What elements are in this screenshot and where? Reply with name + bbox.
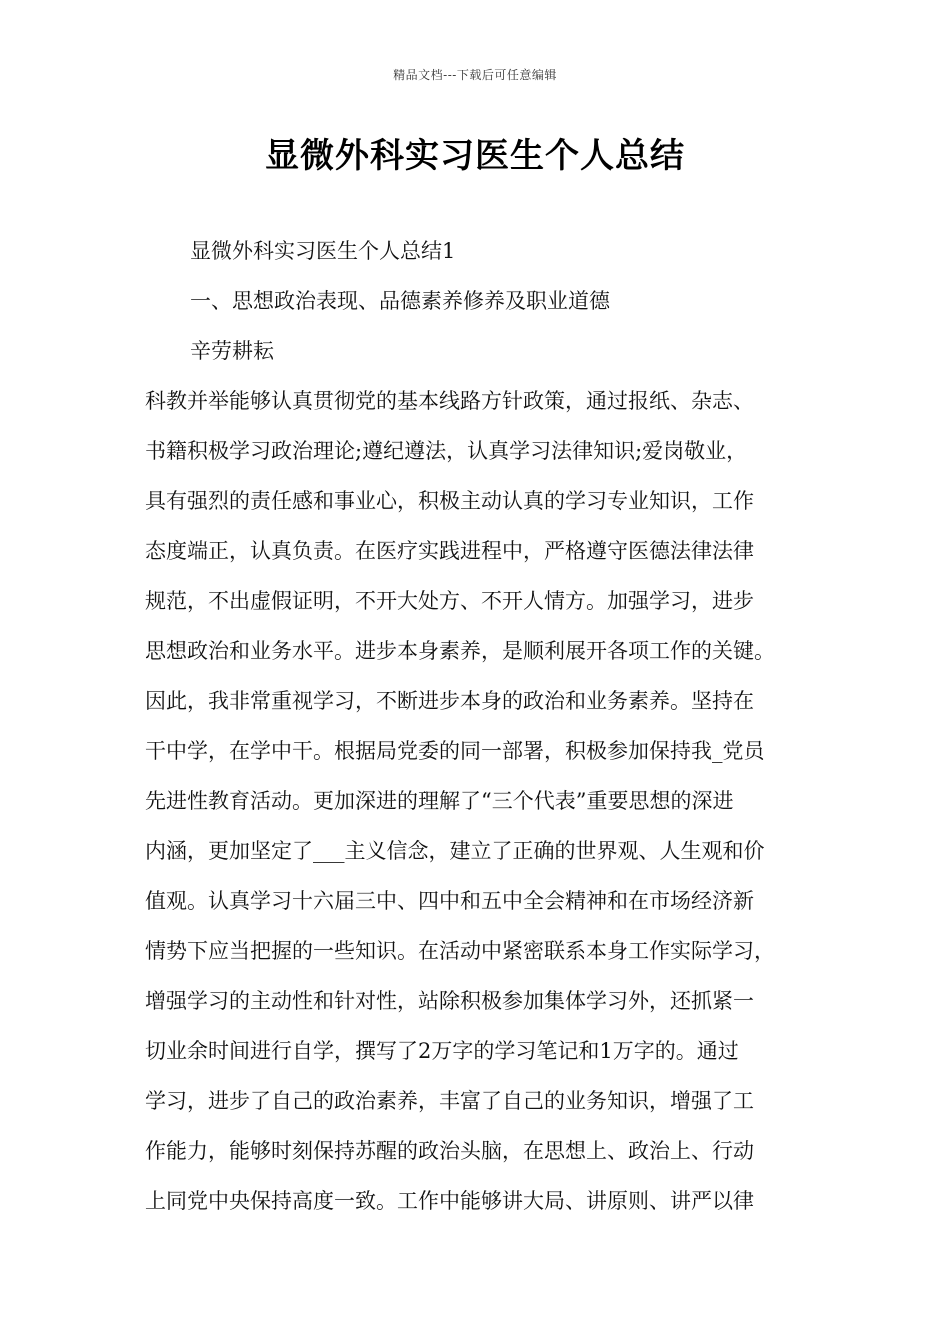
body-line: 态度端正，认真负责。在医疗实践进程中，严格遵守医德法律法律 bbox=[145, 539, 754, 563]
section-heading: 一、思想政治表现、品德素养修养及职业道德 bbox=[190, 289, 610, 313]
body-line: 干中学，在学中干。根据局党委的同一部署，积极参加保持我_党员 bbox=[145, 739, 765, 763]
body-line: 情势下应当把握的一些知识。在活动中紧密联系本身工作实际学习， bbox=[145, 939, 775, 963]
body-line: 作能力，能够时刻保持苏醒的政治头脑，在思想上、政治上、行动 bbox=[145, 1139, 754, 1163]
sub-label: 辛劳耕耘 bbox=[190, 339, 274, 363]
body-line: 学习，进步了自己的政治素养，丰富了自己的业务知识，增强了工 bbox=[145, 1089, 754, 1113]
body-line: 科教并举能够认真贯彻党的基本线路方针政策，通过报纸、杂志、 bbox=[145, 389, 754, 413]
body-line: 切业余时间进行自学，撰写了2万字的学习笔记和1万字的。通过 bbox=[145, 1039, 739, 1063]
body-line: 上同党中央保持高度一致。工作中能够讲大局、讲原则、讲严以律 bbox=[145, 1189, 754, 1213]
body-line: 先进性教育活动。更加深进的理解了“三个代表”重要思想的深进 bbox=[145, 789, 734, 813]
body-line: 思想政治和业务水平。进步本身素养，是顺利展开各项工作的关键。 bbox=[145, 639, 775, 663]
body-line: 因此，我非常重视学习，不断进步本身的政治和业务素养。坚持在 bbox=[145, 689, 754, 713]
subheading: 显微外科实习医生个人总结1 bbox=[190, 239, 456, 263]
header-note: 精品文档---下载后可任意编辑 bbox=[393, 68, 557, 82]
body-line: 规范，不出虚假证明，不开大处方、不开人情方。加强学习，进步 bbox=[145, 589, 754, 613]
body-line: 值观。认真学习十六届三中、四中和五中全会精神和在市场经济新 bbox=[145, 889, 754, 913]
body-line: 内涵，更加坚定了___主义信念，建立了正确的世界观、人生观和价 bbox=[145, 839, 765, 863]
document-title: 显微外科实习医生个人总结 bbox=[265, 136, 685, 176]
body-line: 书籍积极学习政治理论;遵纪遵法，认真学习法律知识;爱岗敬业， bbox=[145, 439, 748, 463]
body-line: 增强学习的主动性和针对性，站除积极参加集体学习外，还抓紧一 bbox=[145, 989, 754, 1013]
body-line: 具有强烈的责任感和事业心，积极主动认真的学习专业知识，工作 bbox=[145, 489, 754, 513]
